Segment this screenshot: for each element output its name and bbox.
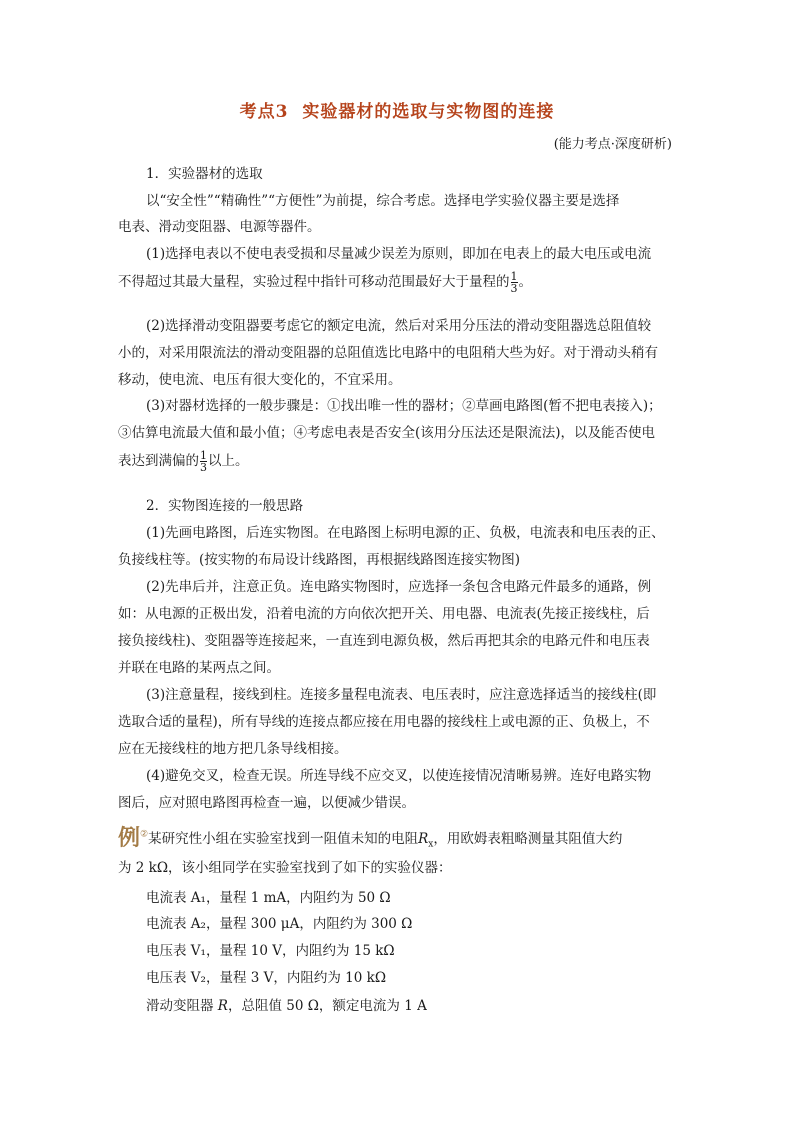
paragraph-line: 移动，使电流、电压有很大变化的，不宜采用。	[118, 372, 402, 388]
subscript: x	[428, 839, 434, 850]
paragraph-line: (3)对器材选择的一般步骤是：①找出唯一性的器材；②草画电路图(暂不把电表接入)；	[146, 398, 662, 414]
fraction-denominator: 3	[200, 461, 207, 474]
paragraph-line: (1)先画电路图，后连实物图。在电路图上标明电源的正、负极，电流表和电压表的正、	[146, 525, 665, 541]
paragraph-line: 接负接线柱)、变阻器等连接起来，一直连到电源负极，然后再把其余的电路元件和电压表	[118, 633, 650, 649]
fraction	[511, 271, 518, 294]
paragraph-line-with-fraction	[118, 449, 678, 473]
paragraph-line-with-fraction	[118, 270, 678, 294]
text-span: 。	[518, 274, 532, 290]
example-line: 为 2 kΩ，该小组同学在实验室找到了如下的实验仪器：	[118, 860, 452, 876]
example-icon	[118, 825, 148, 851]
text-span: 滑动变阻器	[146, 998, 218, 1014]
title-text: 实验器材的选取与实物图的连接	[302, 102, 555, 122]
instrument-item	[146, 994, 678, 1014]
instrument-item: 电压表 V₂，量程 3 V，内阻约为 10 kΩ	[146, 970, 387, 986]
instrument-item: 电流表 A₁，量程 1 mA，内阻约为 50 Ω	[146, 890, 391, 906]
paragraph-line: 如：从电源的正极出发，沿着电流的方向依次把开关、用电器、电流表(先接正接线柱，后	[118, 606, 650, 622]
fraction-numerator: 1	[200, 449, 207, 462]
text-span: 以上。	[208, 453, 249, 469]
title-number: 考点3	[239, 102, 289, 122]
text-span: 表达到满偏的	[118, 453, 199, 469]
paragraph-line: 电表、滑动变阻器、电源等器件。	[118, 219, 321, 235]
variable: R	[418, 831, 429, 847]
paragraph-line: ③估算电流最大值和最小值；④考虑电表是否安全(该用分压法还是限流法)，以及能否使电	[118, 425, 656, 441]
example-icon-char: 例	[118, 825, 141, 851]
paragraph-line: 图后，应对照电路图再检查一遍，以便减少错误。	[118, 795, 415, 811]
variable: R	[217, 998, 228, 1014]
paragraph-line: 以“安全性”“精确性”“方便性”为前提，综合考虑。选择电学实验仪器主要是选择	[146, 193, 620, 209]
text-span: 不得超过其最大量程，实验过程中指针可移动范围最好大于量程的	[118, 274, 510, 290]
paragraph-line: (2)先串后并，注意正负。连电路实物图时，应选择一条包含电路元件最多的通路，例	[146, 579, 652, 595]
fraction-denominator: 3	[510, 282, 518, 295]
section2-heading: 2．实物图连接的一般思路	[146, 498, 304, 514]
paragraph-line: 选取合适的量程)，所有导线的连接点都应接在用电器的接线柱上或电源的正、负极上，不	[118, 714, 650, 730]
text-span: 某研究性小组在实验室找到一阻值未知的电阻	[148, 831, 419, 847]
fraction-numerator: 1	[510, 270, 518, 283]
paragraph-line: 负接线柱等。(按实物的布局设计线路图，再根据线路图连接实物图)	[118, 552, 521, 568]
paragraph-line: (2)选择滑动变阻器要考虑它的额定电流，然后对采用分压法的滑动变阻器选总阻值较	[146, 318, 652, 334]
example-line	[118, 821, 678, 852]
paragraph-line: 应在无接线柱的地方把几条导线相接。	[118, 741, 348, 757]
fraction	[200, 450, 207, 473]
paragraph-line: (3)注意量程，接线到柱。连接多量程电流表、电压表时，应注意选择适当的接线柱(即	[146, 687, 657, 703]
text-span: ，总阻值 50 Ω，额定电流为 1 A	[227, 998, 427, 1014]
paragraph-line: 并联在电路的某两点之间。	[118, 660, 280, 676]
example-icon-number: ②	[140, 829, 149, 840]
section1-heading: 1．实验器材的选取	[146, 166, 263, 182]
text-span: ，用欧姆表粗略测量其阻值大约	[433, 831, 623, 847]
paragraph-line: (1)选择电表以不使电表受损和尽量减少误差为原则，即加在电表上的最大电压或电流	[146, 246, 652, 262]
paragraph-line: 小的，对采用限流法的滑动变阻器的总阻值选比电路中的电阻稍大些为好。对于滑动头稍有	[118, 345, 658, 361]
paragraph-line: (4)避免交叉，检查无误。所连导线不应交叉，以使连接情况清晰易辨。连好电路实物	[146, 768, 652, 784]
section-title	[0, 97, 794, 122]
subtitle: (能力考点·深度研析)	[553, 137, 672, 152]
instrument-item: 电压表 V₁，量程 10 V，内阻约为 15 kΩ	[146, 943, 395, 959]
instrument-item: 电流表 A₂，量程 300 μA，内阻约为 300 Ω	[146, 916, 413, 932]
